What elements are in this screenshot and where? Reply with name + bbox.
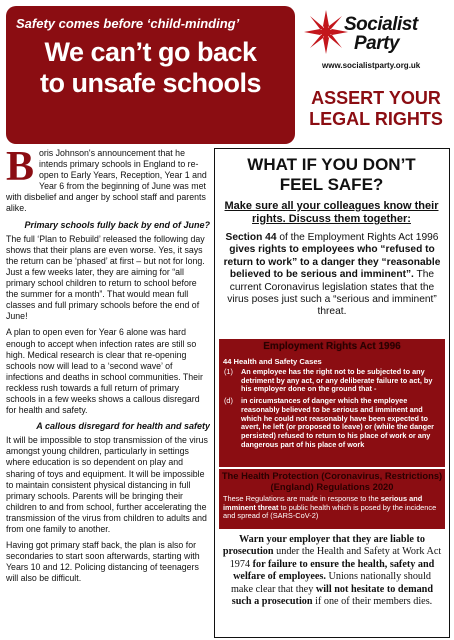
- assert-rights-heading: [302, 88, 450, 130]
- hpr-body: [219, 492, 445, 521]
- warn-text-1: under the Health and Safety at Work Act 1974: [229, 546, 442, 570]
- assert-line-1: ASSERT YOUR: [311, 88, 441, 108]
- headline-line-2: to unsafe schools: [39, 68, 262, 98]
- era-item-2: [219, 397, 445, 449]
- warn-text-2: Unions nationally should make clear that they: [230, 571, 431, 595]
- logo-word-socialist: Socialist: [344, 14, 418, 35]
- section-44-bold-1: Section 44: [225, 232, 277, 243]
- hpr-title: The Health Protection (Coronavirus, Restrictions) (England) Regulations 2020: [221, 470, 443, 492]
- era-section-heading: 44 Health and Safety Cases: [223, 357, 322, 366]
- article-paragraph-2: The full ‘Plan to Rebuild’ released the following day shows that their plans are even worse. Yes, it says the return can be ‘phased’ at first – but not for long. Just a few weeks later, they are aiming for “all primary school children to return to school before the summer for a month”. That would mean full classes and full primary schools before the end of June!: [6, 233, 205, 322]
- health-protection-box: [219, 469, 445, 529]
- article-paragraph-1-text: oris Johnson's announcement that he intends primary schools in England to re-open to Early Years, Reception, Year 1 and Year 6 from the beginning of June was met with disbelief and anger by school staff and parents alike.: [6, 148, 207, 214]
- starburst-icon: [302, 8, 350, 56]
- warn-bold-3: will not hesitate to demand such a prosecution: [231, 583, 433, 608]
- what-if-line-2: FEEL SAFE?: [279, 175, 384, 194]
- era-item-1-label: (1): [224, 367, 233, 376]
- make-sure-text: Make sure all your colleagues know their rights. Discuss them together:: [224, 200, 439, 225]
- what-if-heading: [215, 155, 448, 195]
- headline-line-1: We can’t go back: [44, 37, 257, 67]
- warn-bold-2: for failure to ensure the health, safety and welfare of employees.: [233, 558, 435, 583]
- what-if-line-1: WHAT IF YOU DON’T: [247, 155, 416, 174]
- era-item-1-text: An employee has the right not to be subjected to any detriment by any act, or any deliberate failure to act, by his employer done on the ground that -: [241, 367, 433, 394]
- drop-cap: B: [6, 148, 35, 190]
- headline: [6, 37, 295, 99]
- assert-line-2: LEGAL RIGHTS: [309, 109, 443, 129]
- article-paragraph-4: It will be impossible to stop transmission of the virus amongst young children, particularly in settings where education is so dependent on play and sharing of toys and equipment. It will be impossible to maintain consistent physical distancing in full primary schools. Parents will be bringing their children to and from school, further accelerating the transmission of the virus from children to adults and from one family to another.: [6, 435, 208, 534]
- article-paragraph-3: A plan to open even for Year 6 alone was hard enough to accept when infection rates are still so high. Medical research is clear that re-opening schools now will lead to a ‘second wave’ of infections and deaths in school communities. Their reckless rush towards a full return of primary schools in a few weeks shows a callous disregard for health and safety.: [6, 327, 203, 416]
- section-44-text: [221, 232, 443, 319]
- logo-word-party: Party: [354, 33, 400, 54]
- warn-bold-1: Warn your employer that they are liable to prosecution: [222, 534, 425, 558]
- section-44-bold-2: gives rights to employees who “refused to return to work” to a danger they “reasonable believed to be serious and imminent”.: [223, 244, 441, 281]
- article-paragraph-5: Having got primary staff back, the plan is also for secondaries to start soon afterwards, starting with Years 10 and 12. Policing distancing of teenagers will also be difficult.: [6, 540, 200, 584]
- employment-rights-act-box: [219, 339, 445, 467]
- article-paragraph-1: [6, 148, 210, 215]
- hpr-bold: serious and imminent threat: [223, 494, 423, 512]
- hpr-text-2: to public health which is posed by the incidence and spread of (SARS-CoV-2): [223, 502, 437, 521]
- article-column: [6, 148, 210, 636]
- article-subhead-1: Primary schools fully back by end of June?: [24, 219, 210, 230]
- hpr-text-1: These Regulations are made in response to the: [223, 494, 381, 503]
- era-item-2-label: (d): [224, 396, 233, 406]
- warn-text-3: if one of their members dies.: [312, 596, 433, 608]
- era-item-2-text: in circumstances of danger which the employee reasonably believed to be serious and imminent and which he could not reasonably have been expected to avert, he left (or proposed to leave) or (while the danger persisted) refused to return to his place of work or any dangerous part of his place of work: [241, 396, 434, 449]
- article-subhead-2: A callous disregard for health and safety: [36, 421, 210, 432]
- section-44-text-2: The current Coronavirus legislation states that the virus poses just such a “serious and imminent” threat.: [227, 269, 437, 318]
- kicker-text: Safety comes before ‘child-minding’: [16, 16, 240, 31]
- warn-employer-text: [221, 534, 443, 608]
- section-44-text-1: of the Employment Rights Act 1996: [276, 232, 439, 243]
- era-title: Employment Rights Act 1996: [263, 341, 401, 352]
- socialist-party-logo: [302, 8, 450, 72]
- rights-panel: [214, 148, 450, 638]
- era-item-1: [219, 368, 445, 394]
- website-url: www.socialistparty.org.uk: [322, 61, 421, 70]
- masthead-banner: [6, 6, 295, 144]
